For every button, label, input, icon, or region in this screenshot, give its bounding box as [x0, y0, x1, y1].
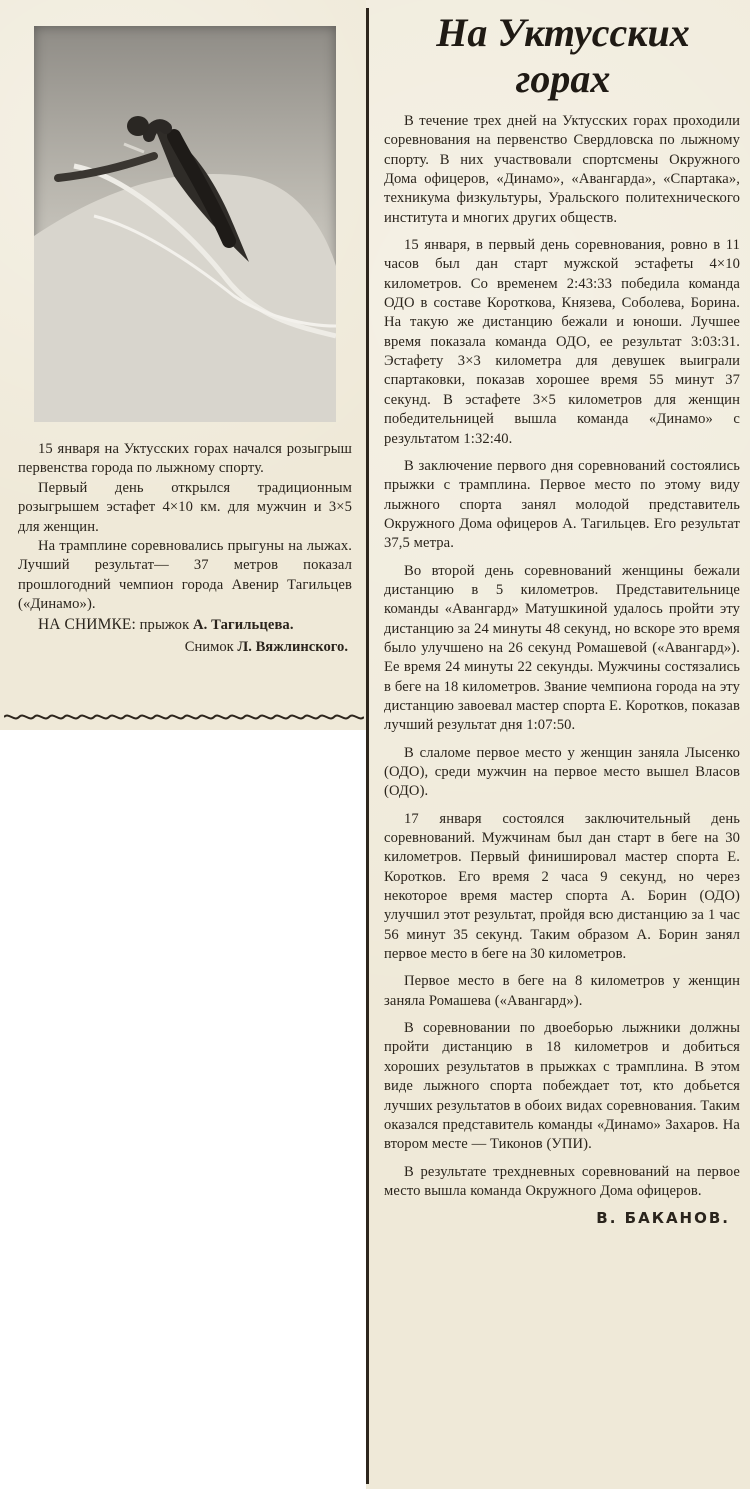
article-paragraph: Во второй день соревнований женщины бежали дистанцию в 5 километров. Представительнице команды «Авангард» Матушкиной удалось пройти эту дистанцию за 24 минуты 48 секунд, но вскоре это время было улучшено на 26 секунд Ромашевой («Авангард»). Ее время 24 минуты 22 секунды. Мужчины состязались в беге на 18 километров. Звание чемпиона города на эту дистанцию завоевал мастер спорта Е. Коротков, показав лучший результат дня 1:07:50.	[384, 562, 740, 734]
article-title: На Уктусских горах	[436, 10, 690, 101]
article-paragraph: 17 января состоялся заключительный день соревнований. Мужчинам был дан старт в беге на 30 километров. Первый финишировал мастер спорта Е. Коротков. Его время 2 часа 9 секунд, но через некоторое время мастер спорта А. Борин (ОДО) улучшил этот результат, пройдя всю дистанцию за 1 час 56 минут 35 секунд. Таким образом А. Борин занял первое место в беге на 30 километров.	[384, 810, 740, 963]
article-signature: В. БАКАНОВ.	[596, 1209, 730, 1228]
article-paragraph: Первое место в беге на 8 километров у женщин заняла Ромашева («Авангард»).	[384, 973, 740, 1009]
article-body	[384, 112, 740, 1227]
caption-paragraph: На трамплине соревновались прыгуны на лыжах. Лучший результат— 37 метров показал прошлогодний чемпион города Авенир Тагильцев («Динамо»).	[18, 538, 352, 613]
photo-subject: А. Тагильцева.	[193, 616, 294, 633]
wavy-divider	[4, 711, 364, 723]
photo-credit	[18, 639, 352, 656]
article-paragraph: 15 января, в первый день соревнования, ровно в 11 часов был дан старт мужской эстафеты 4×10 километров. Со временем 2:43:33 победила команда ОДО в составе Короткова, Князева, Соболева, Борина. На такую же дистанцию бежали и юноши. Лучшее время показала команда ОДО, ее результат 3:03:31. Эстафету 3×3 километра для девушек выиграли спартаковки, показав хорошее время 55 минут 37 секунд. В эстафете 3×5 километров для женщин победительницей вышла команда «Динамо» с результатом 1:32:40.	[384, 237, 740, 447]
photo-caption	[18, 440, 352, 656]
photo-desc: прыжок	[139, 616, 190, 633]
article-paragraph: В течение трех дней на Уктусских горах проходили соревнования на первенство Свердловска по лыжному спорту. В них участвовали спортсмены Окружного Дома офицеров, «Динамо», «Авангарда», «Спартака», техникума физкультуры, Уральского политехнического института и многих других обществ.	[384, 113, 740, 226]
article-paragraph: В заключение первого дня соревнований состоялись прыжки с трамплина. Первое место по этому виду лыжного спорта занял молодой представитель Окружного Дома офицеров А. Тагильцев. Его результат 37,5 метра.	[384, 457, 740, 552]
photo-clipping	[0, 0, 368, 730]
ski-jumper-icon	[34, 26, 336, 422]
article-paragraph: В результате трехдневных соревнований на первое место вышла команда Окружного Дома офицеров.	[384, 1163, 740, 1199]
credit-prefix: Снимок	[184, 639, 234, 656]
column-rule	[366, 8, 369, 1484]
article-paragraph: В слаломе первое место у женщин заняла Лысенко (ОДО), среди мужчин на первое место вышел Власов (ОДО).	[384, 744, 740, 800]
caption-paragraph: Первый день открылся традиционным розыгрышем эстафет 4×10 км. для мужчин и 3×5 для женщин.	[18, 479, 352, 535]
photo-description	[18, 615, 352, 635]
caption-paragraph: 15 января на Уктусских горах начался розыгрыш первенства города по лыжному спорту.	[18, 441, 352, 477]
credit-name: Л. Вяжлинского.	[237, 639, 348, 656]
ski-jumper-photo	[34, 26, 336, 422]
photo-label: НА СНИМКЕ:	[38, 615, 136, 633]
article-paragraph: В соревновании по двоеборью лыжники должны пройти дистанцию в 18 километров и добиться хороших результатов в прыжках с трамплина. В этом виде лыжного спорта побеждает тот, кто добьется лучших результатов в обоих видах соревнования. Таким оказался представитель команды «Динамо» Захаров. На втором месте — Тиконов (УПИ).	[384, 1020, 740, 1153]
